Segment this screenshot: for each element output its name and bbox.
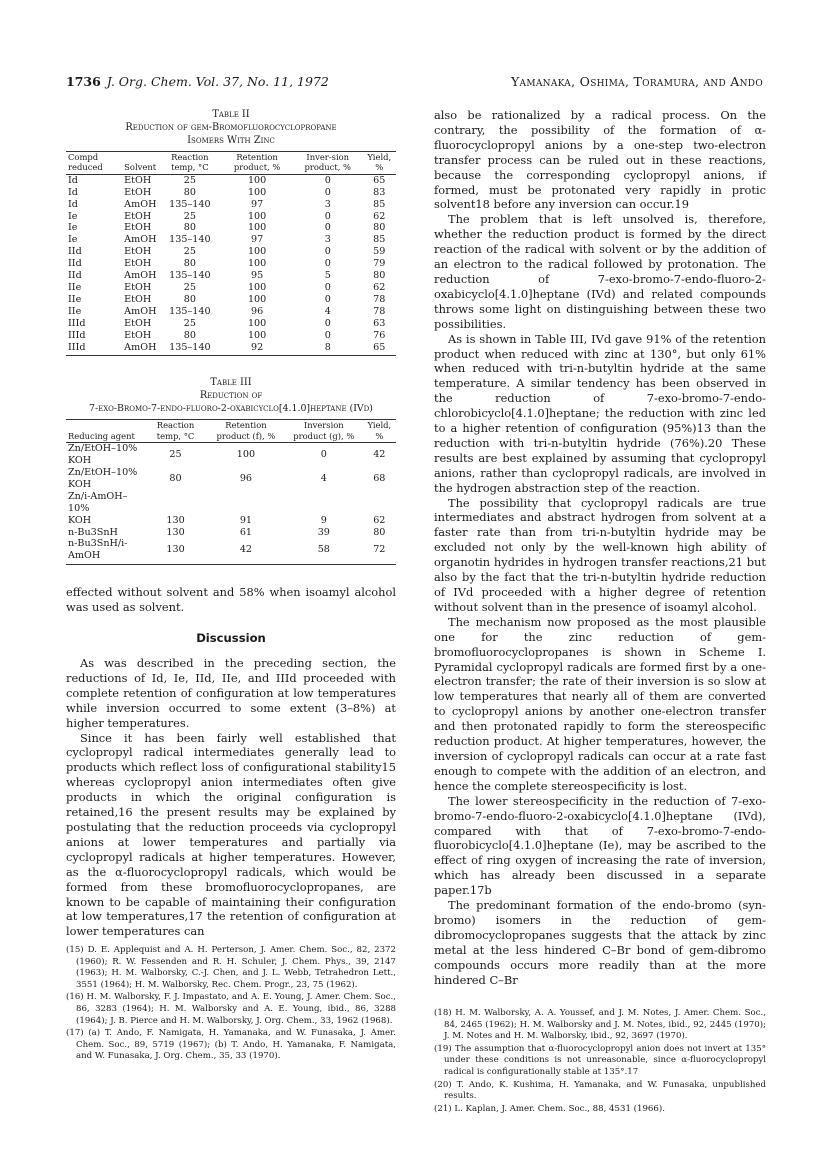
table2-row-cell: 100 — [247, 246, 267, 258]
table2-row-cell: 100 — [247, 317, 267, 329]
table2-row-cell: 100 — [247, 222, 267, 234]
table2-label: Table II — [212, 109, 250, 120]
table2-row-cell: 0 — [324, 222, 331, 234]
left-paragraph-3: Since it has been fairly well established that cyclopropyl radical intermediates generally lead to products which reflect loss of configurational stability15 whereas cyclopropyl anion intermediates often give products in which the original configuration is retained,16 the present results may be explained by postulating that the reduction proceeds via cyclopropyl anions at lower temperatures and partially via cyclopropyl radicals at higher temperatures. However, as the α-fluorocyclopropyl radicals, which would be formed from these bromofluorocyclopropanes, are known to be capable of maintaining their configuration at low temperatures,17 the retention of configuration at lower temperatures can — [66, 730, 396, 939]
journal-citation: J. Org. Chem. Vol. 37, No. 11, 1972 — [106, 74, 329, 89]
table2-row-cell: 80 — [183, 258, 196, 270]
right-paragraph-1: also be rationalized by a radical process. On the contrary, the possibility of the formation of α-fluorocyclopropyl anions by a one-step two-electron transfer process can be ruled out in these reactions, because the corresponding cyclopropyl anions, if formed, must be protonated very rapidly in protic solvent18 before any inversion can occur.19 — [434, 108, 766, 212]
table2-row — [66, 258, 396, 270]
table3-row — [66, 443, 396, 467]
table3-row-cell: 58 — [285, 538, 363, 564]
table2-row-cell: 78 — [373, 293, 386, 305]
table3-label: Table III — [210, 377, 252, 389]
table2-row-cell: Id — [68, 186, 78, 198]
table2-row-cell: IId — [68, 258, 82, 270]
table3-row-cell: Zn/EtOH–10% KOH — [68, 467, 138, 490]
table3-col-yield: Yield, % — [363, 420, 396, 443]
left-paragraph-1: effected without solvent and 58% when isoamyl alcohol was used as solvent. — [66, 585, 396, 615]
table2-row — [66, 211, 396, 223]
table3-row-cell: 39 — [317, 526, 330, 538]
table2-row-cell: IIId — [66, 342, 122, 356]
table2-row-cell: 97 — [250, 198, 264, 210]
table2-col-solvent: Solvent — [122, 152, 158, 175]
right-paragraph-7: The predominant formation of the endo-bromo (syn-bromo) isomers in the reduction of gem-dibromocyclopropanes suggests that the attack by zinc metal at the less hindered C–Br bond of gem-dibromo compounds occurs more readily than at the more hindered C–Br — [434, 898, 766, 987]
table2-row — [66, 342, 396, 356]
table3-row-cell: 62 — [373, 514, 386, 526]
table3-row-cell: 130 — [166, 526, 185, 538]
left-column — [66, 108, 396, 939]
table2-row — [66, 294, 396, 306]
table2-row-cell: 100 — [247, 329, 267, 341]
table3-row — [66, 467, 396, 491]
table2-row-cell: 100 — [247, 281, 267, 293]
table2-body — [66, 174, 396, 356]
right-paragraph-3: As is shown in Table III, IVd gave 91% of the retention product when reduced with zinc at 130°, but only 61% when reduced with tri-n-butyltin hydride at the same temperature. A similar tendency has been observed in the reduction of 7-exo-bromo-7-endo-chlorobicyclo[4.1.0]heptane; the reduction with zinc led to a higher retention of configuration (95%)13 than the reduction with tri-n-butyltin hydride (76%).20 These results are best explained by assuming that cyclopropyl anions, rather than cyclopropyl radicals, are involved in the hydrogen abstraction step of the reaction. — [434, 331, 766, 495]
table3-row-cell: 130 — [144, 538, 207, 564]
table3-row-cell: 61 — [239, 526, 253, 538]
footnote-18: (18) H. M. Walborsky, A. A. Youssef, and J. M. Notes, J. Amer. Chem. Soc., 84, 2465 (1962); H. M. Walborsky and J. M. Notes, ibid., 92, 2445 (1970); J. M. Notes and H. M. Walborsky, ibid., 92, 3697 (1970). — [434, 1008, 766, 1042]
footnotes-right — [434, 1008, 766, 1116]
table2-row-cell: Ie — [68, 210, 78, 222]
table2-row-cell: 78 — [373, 305, 386, 317]
table2-row-cell: 0 — [324, 258, 331, 270]
table2-row — [66, 174, 396, 186]
table2-row — [66, 282, 396, 294]
table3-row-cell: 9 — [320, 514, 327, 526]
table2-row-cell: IId — [68, 270, 82, 282]
footnote-17: (17) (a) T. Ando, F. Namigata, H. Yamanaka, and W. Funasaka, J. Amer. Chem. Soc., 89, 5719 (1967); (b) T. Ando, H. Yamanaka, F. Namigata, and W. Funasaka, J. Org. Chem., 35, 33 (1970). — [66, 1028, 396, 1062]
table2-col-inversion: Inver-sion product, % — [293, 152, 363, 175]
table2-row-cell: 100 — [247, 258, 267, 270]
table3-row-cell: 68 — [373, 472, 386, 484]
table2-row-cell: EtOH — [124, 258, 152, 270]
discussion-heading: Discussion — [196, 631, 266, 646]
table2-row-cell: 135–140 — [169, 305, 211, 317]
table2-row-cell: AmOH — [124, 234, 157, 246]
table2-col-compd: Compd reduced — [66, 152, 122, 175]
table2-row-cell: EtOH — [124, 246, 152, 258]
table2-row — [66, 318, 396, 330]
table2-row-cell: 100 — [247, 210, 267, 222]
table3-row-cell: 42 — [207, 538, 285, 564]
table3-row — [66, 491, 396, 515]
table2-row-cell: 85 — [373, 234, 386, 246]
table2-row — [66, 330, 396, 342]
table3-row-cell: KOH — [68, 514, 92, 526]
table3-row — [66, 538, 396, 564]
table2-row-cell: EtOH — [124, 317, 152, 329]
table2-row-cell: 62 — [373, 210, 386, 222]
table2-row-cell: 25 — [183, 246, 196, 258]
table2-row-cell: EtOH — [124, 293, 152, 305]
table2-row-cell: 0 — [324, 329, 331, 341]
table3-col-inversion: Inversion product (g), % — [285, 420, 363, 443]
running-head-left — [66, 74, 329, 89]
table2-row — [66, 187, 396, 199]
right-paragraph-5: The mechanism now proposed as the most plausible one for the zinc reduction of gem-bromofluorocyclopropanes is shown in Scheme I. Pyramidal cyclopropyl radicals are formed first by a one-electron transfer; the rate of their inversion is so slow at low temperatures that nearly all of them are converted to cyclopropyl anions by another one-electron transfer and then protonated rapidly to form the stereospecific reduction product. At higher temperatures, however, the inversion of cyclopropyl radicals can occur at a rate fast enough to compete with the addition of an electron, and hence the complete stereospecificity is lost. — [434, 614, 766, 793]
footnote-20: (20) T. Ando, K. Kushima, H. Yamanaka, and W. Funasaka, unpublished results. — [434, 1079, 766, 1102]
table2-row-cell: Id — [68, 198, 78, 210]
table3-row-cell: 42 — [373, 449, 386, 461]
table2-title-line2: Isomers With Zinc — [187, 135, 275, 146]
table2-row-cell: 25 — [183, 174, 196, 186]
table2-row-cell: 83 — [373, 186, 386, 198]
table3-row-cell: 91 — [239, 514, 253, 526]
table2-row-cell: IId — [68, 246, 82, 258]
table2-row-cell: 3 — [324, 198, 331, 210]
table2-row-cell: 63 — [373, 317, 386, 329]
left-paragraph-2: As was described in the preceding section, the reductions of Id, Ie, IId, IIe, and IIId proceeded with complete retention of configuration at low temperatures while inversion occurred to some extent (3–8%) at higher temperatures. — [66, 656, 396, 730]
footnote-21: (21) L. Kaplan, J. Amer. Chem. Soc., 88, 4531 (1966). — [434, 1103, 665, 1114]
table3 — [66, 419, 396, 565]
table2-row-cell: 0 — [324, 210, 331, 222]
table2-row-cell: EtOH — [124, 222, 152, 234]
table2-row-cell: 0 — [324, 246, 331, 258]
table2-row-cell: IIId — [68, 329, 86, 341]
table2-row-cell: 80 — [183, 329, 196, 341]
table2-row — [66, 270, 396, 282]
table2-row-cell: 100 — [247, 293, 267, 305]
footnote-16: (16) H. M. Walborsky, F. J. Impastato, and A. E. Young, J. Amer. Chem. Soc., 86, 3283 (1964); H. M. Walborsky and A. E. Young, ibid., 86, 3288 (1964); J. B. Pierce and H. M. Walborsky, J. Org. Chem., 33, 1962 (1968). — [66, 992, 396, 1026]
table3-row — [66, 515, 396, 527]
table2-row — [66, 306, 396, 318]
table3-row-cell: 4 — [320, 472, 327, 484]
page-header — [66, 74, 763, 94]
table2-row — [66, 246, 396, 258]
table3-row-cell: 72 — [363, 538, 396, 564]
table2-row-cell: 0 — [324, 186, 331, 198]
table3-row-cell: 0 — [320, 449, 327, 461]
table3-row-cell — [144, 491, 207, 515]
table3-row-cell — [363, 491, 396, 515]
table3-title-line1: Reduction of — [199, 390, 263, 402]
table2-row-cell: 4 — [324, 305, 331, 317]
table2-row-cell: 96 — [250, 305, 264, 317]
table3-row-cell: 96 — [239, 472, 253, 484]
table2-col-temp: Reaction temp, °C — [158, 152, 221, 175]
table2-row-cell: 95 — [250, 270, 264, 282]
table2-row-cell: Id — [68, 174, 78, 186]
table2-row-cell: 65 — [363, 342, 396, 356]
table2-row — [66, 199, 396, 211]
table2-row-cell: AmOH — [124, 198, 157, 210]
table2-row-cell: 25 — [183, 317, 196, 329]
table2-row-cell: 8 — [293, 342, 363, 356]
table2-row-cell: 62 — [373, 281, 386, 293]
right-paragraph-2: The problem that is left unsolved is, therefore, whether the reduction product is formed by the direct reaction of the radical with solvent or by the addition of an electron to the radical followed by protonation. The reduction of 7-exo-bromo-7-endo-fluoro-2-oxabicyclo[4.1.0]heptane (IVd) and related compounds throws some light on distinguishing between these two possibilities. — [434, 212, 766, 331]
table2-row-cell: 135–140 — [169, 234, 211, 246]
table2-row-cell: 92 — [221, 342, 293, 356]
table2-row-cell: 97 — [250, 234, 264, 246]
table3-row-cell: 80 — [373, 526, 386, 538]
table2-row-cell: EtOH — [124, 329, 152, 341]
table3-row-cell — [285, 491, 363, 515]
table3-title-line2: 7-exo-Bromo-7-endo-fluoro-2-oxabicyclo[4.1.0]heptane (IVd) — [89, 403, 373, 415]
table2-row-cell: 79 — [373, 258, 386, 270]
table2 — [66, 151, 396, 356]
table2-row-cell: EtOH — [124, 186, 152, 198]
table2-row-cell: IIId — [68, 317, 86, 329]
table2-row-cell: Ie — [68, 234, 78, 246]
table2-row-cell: 59 — [373, 246, 386, 258]
table2-row-cell: 5 — [324, 270, 331, 282]
right-column — [434, 108, 766, 987]
table2-row-cell: 135–140 — [169, 270, 211, 282]
table2-row-cell: 65 — [373, 174, 386, 186]
table2-row-cell: 135–140 — [169, 198, 211, 210]
table2-row-cell: 0 — [324, 281, 331, 293]
table3-row-cell: 80 — [169, 472, 182, 484]
table3-col-temp: Reaction temp, °C — [144, 420, 207, 443]
table2-row-cell: 100 — [247, 186, 267, 198]
footnote-15: (15) D. E. Applequist and A. H. Perterson, J. Amer. Chem. Soc., 82, 2372 (1960); R. W. Fessenden and R. H. Schuler, J. Chem. Phys., 39, 2147 (1963); H. M. Walborsky, C.-J. Chen, and J. L. Webb, Tetrahedron Lett., 3551 (1964); H. M. Walborsky, Rec. Chem. Progr., 23, 75 (1962). — [66, 945, 396, 990]
footnotes-left — [66, 945, 396, 1064]
table2-row-cell: Ie — [68, 222, 78, 234]
table3-body — [66, 443, 396, 565]
table2-row-cell: 76 — [373, 329, 386, 341]
table2-row-cell: 80 — [183, 293, 196, 305]
table2-row-cell: 80 — [373, 270, 386, 282]
table3-row-cell: 130 — [166, 514, 185, 526]
running-head-authors: Yamanaka, Oshima, Toramura, and Ando — [511, 74, 763, 89]
table2-row-cell: IIe — [68, 293, 82, 305]
table2-col-yield: Yield, % — [363, 152, 396, 175]
table2-row-cell: 3 — [324, 234, 331, 246]
table2-row-cell: 135–140 — [158, 342, 221, 356]
table3-row-cell: 100 — [236, 449, 256, 461]
table2-row — [66, 234, 396, 246]
table3-row-cell: n-Bu3SnH — [68, 526, 118, 538]
right-paragraph-6: The lower stereospecificity in the reduction of 7-exo-bromo-7-endo-fluoro-2-oxabicyclo[4.1.0]heptane (IVd), compared with that of 7-exo-bromo-7-endo-fluorobicyclo[4.1.0]heptane (Ie), may be ascribed to the effect of ring oxygen of increasing the rate of inversion, which has already been discussed in a separate paper.17b — [434, 793, 766, 898]
table2-row-cell: AmOH — [122, 342, 158, 356]
footnote-19: (19) The assumption that α-fluorocyclopropyl anion does not invert at 135° under these conditions is not unreasonable, since α-fluorocyclopropyl radical is configurationally stable at 135°.17 — [434, 1043, 766, 1077]
table3-row — [66, 527, 396, 539]
table3-row-cell: n-Bu3SnH/i-AmOH — [66, 538, 144, 564]
right-paragraph-4: The possibility that cyclopropyl radicals are true intermediates and abstract hydrogen from solvent at a faster rate than from tri-n-butyltin hydride may be excluded not only by the well-known high ability of organotin hydrides in hydrogen transfer reactions,21 but also by the fact that the tri-n-butyltin hydride reduction of IVd proceeded with a higher degree of retention without solvent than in the presence of isoamyl alcohol. — [434, 495, 766, 614]
table2-title-line1: Reduction of gem-Bromofluorocyclopropane — [125, 122, 337, 133]
table2-row-cell: 0 — [324, 317, 331, 329]
table2-row-cell: EtOH — [124, 174, 152, 186]
table3-row-cell: Zn/EtOH–10% KOH — [68, 443, 138, 467]
table2-row — [66, 222, 396, 234]
table3-col-retention: Retention product (f), % — [207, 420, 285, 443]
table2-row-cell: 0 — [324, 293, 331, 305]
table2-row-cell: 100 — [247, 174, 267, 186]
table2-row-cell: IIe — [68, 305, 82, 317]
table2-row-cell: 80 — [373, 222, 386, 234]
table2-row-cell: EtOH — [124, 281, 152, 293]
table2-row-cell: 25 — [183, 281, 196, 293]
table3-col-agent: Reducing agent — [66, 420, 144, 443]
table2-row-cell: 80 — [183, 186, 196, 198]
table3-row-cell: Zn/i-AmOH–10% — [68, 490, 128, 514]
table2-row-cell: EtOH — [124, 210, 152, 222]
table3-row-cell: 25 — [169, 449, 182, 461]
table2-row-cell: 0 — [324, 174, 331, 186]
table2-row-cell: AmOH — [124, 270, 157, 282]
table2-row-cell: 25 — [183, 210, 196, 222]
table2-row-cell: 80 — [183, 222, 196, 234]
table2-row-cell: 85 — [373, 198, 386, 210]
table3-row-cell — [207, 491, 285, 515]
page-number: 1736 — [66, 74, 101, 89]
table2-row-cell: IIe — [68, 281, 82, 293]
table2-col-retention: Retention product, % — [221, 152, 293, 175]
table2-row-cell: AmOH — [124, 305, 157, 317]
